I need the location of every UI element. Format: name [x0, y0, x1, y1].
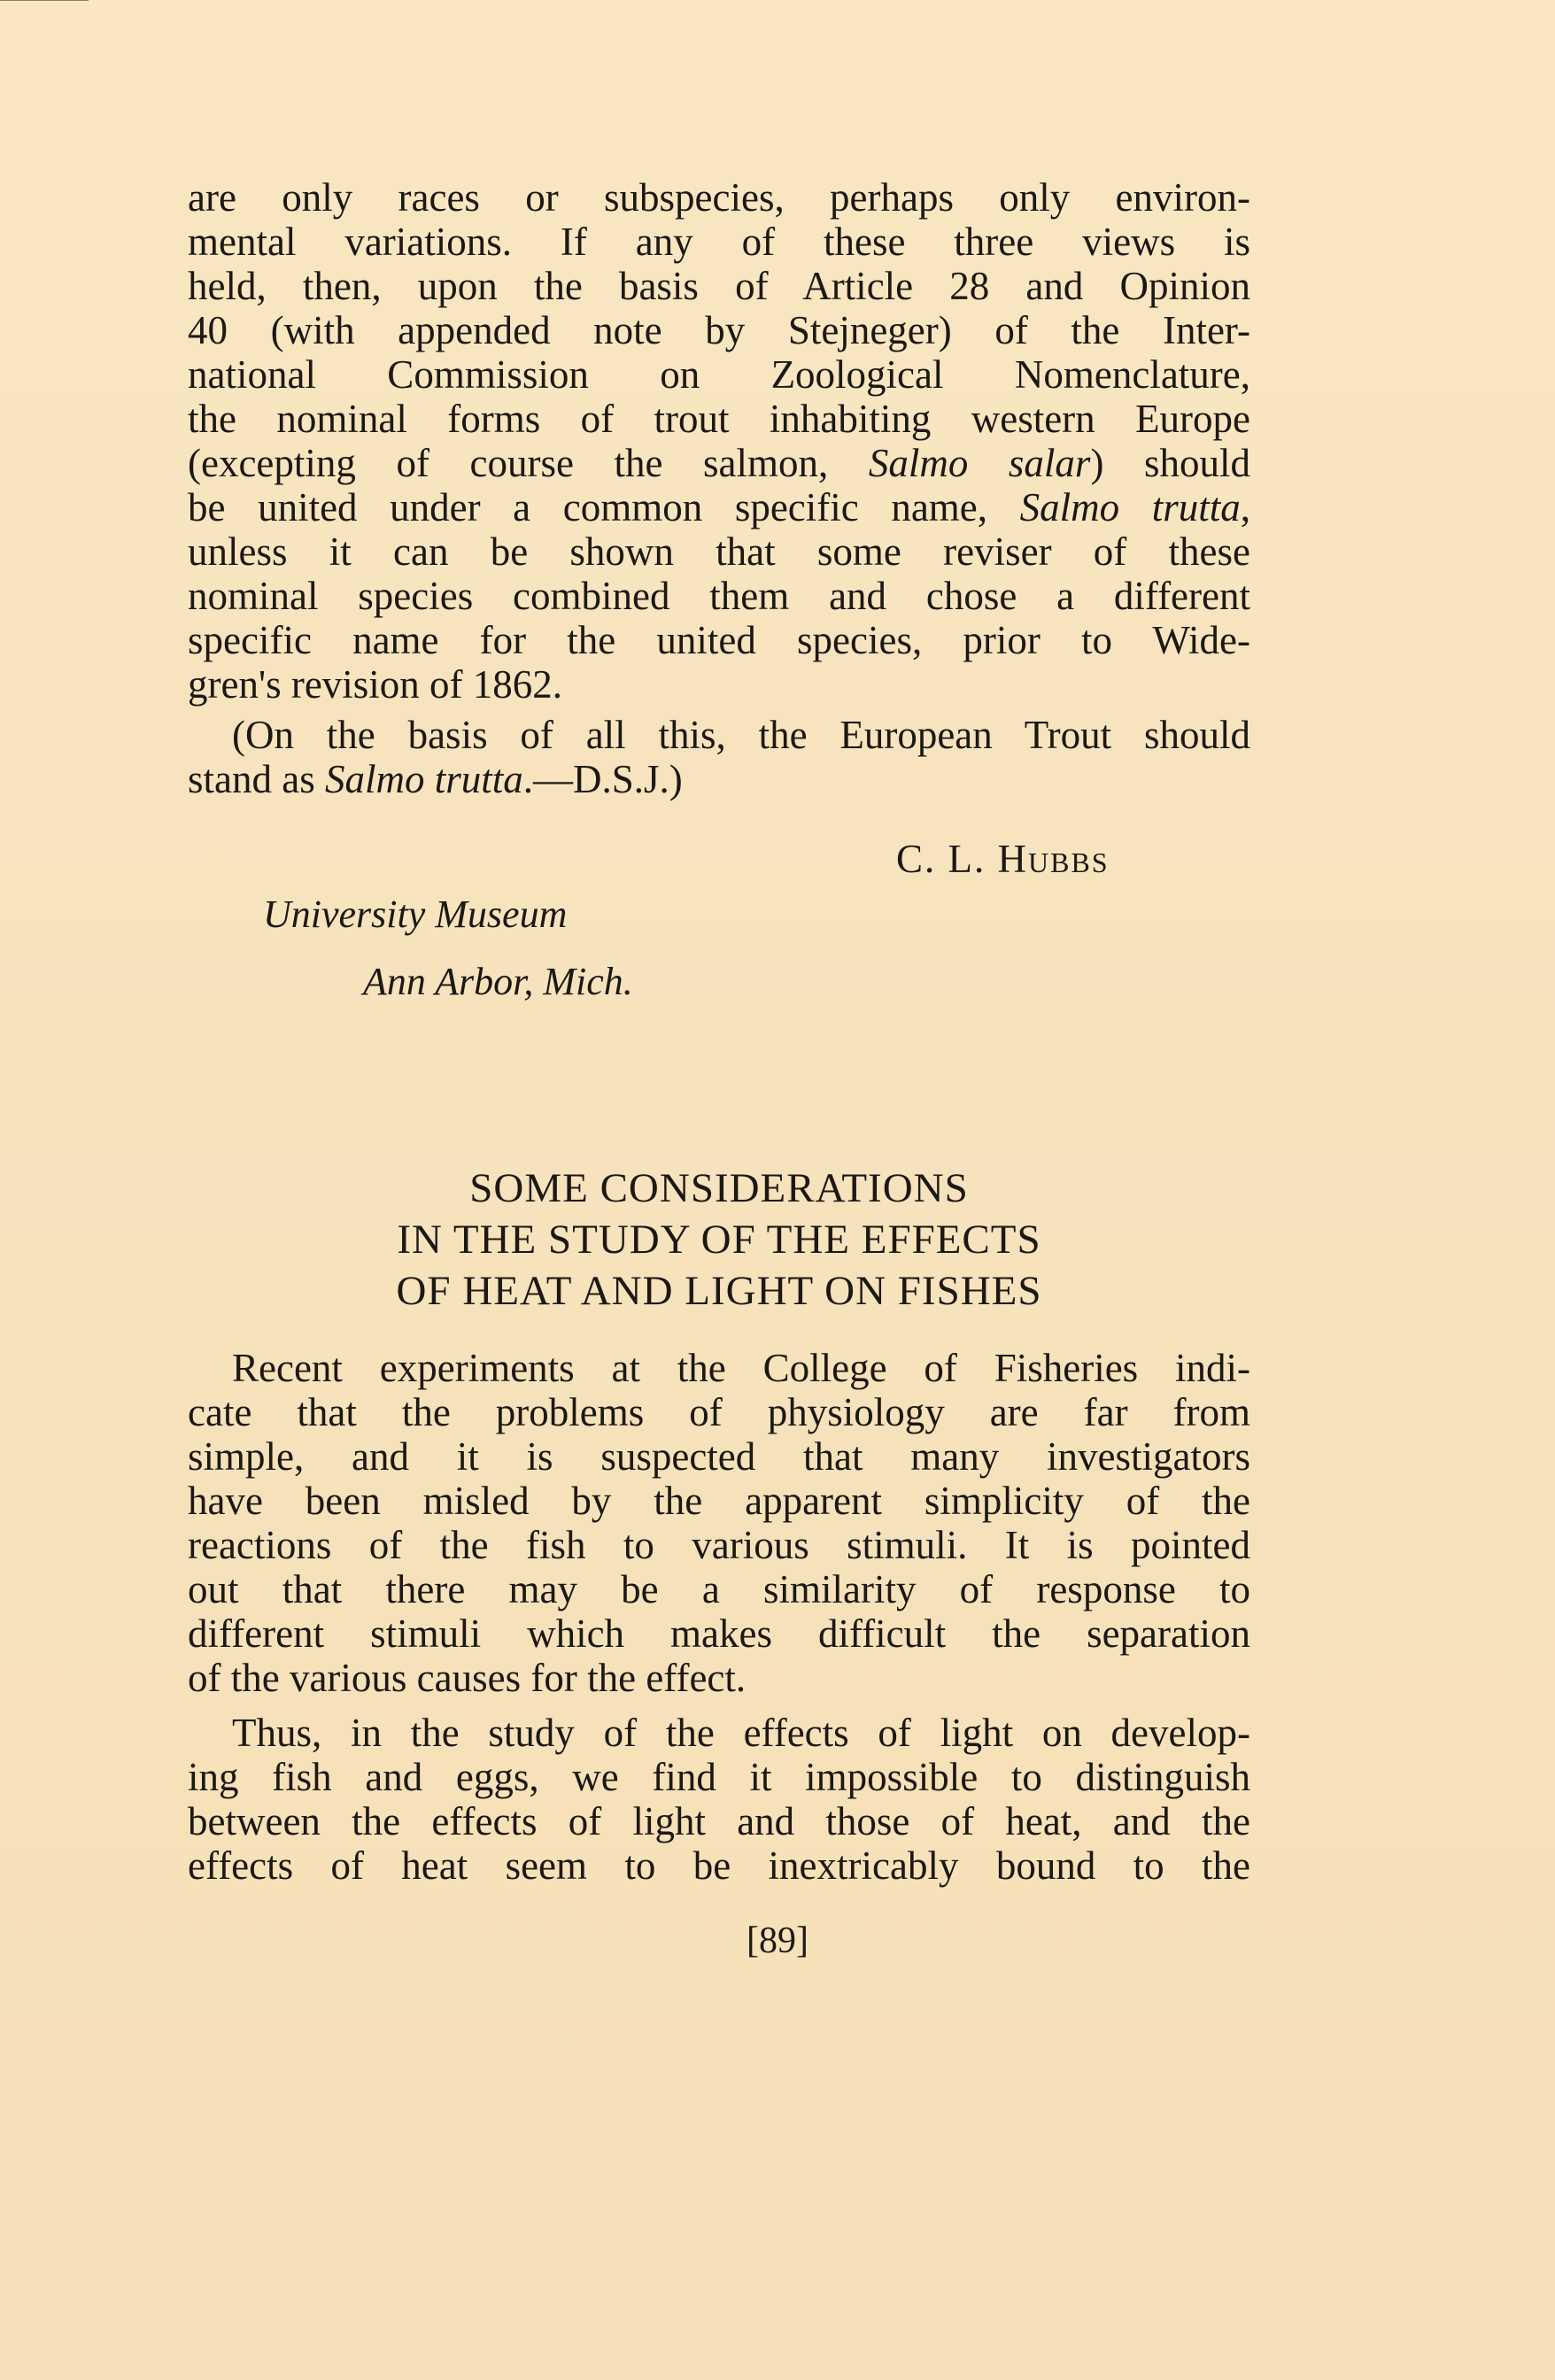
text-line: unless it can be shown that some reviser of these — [188, 529, 1250, 574]
text-line: specific name for the united species, prior to Wide- — [188, 618, 1250, 662]
text-line: between the effects of light and those of heat, and the — [188, 1799, 1250, 1843]
page-number: [89] — [747, 1920, 808, 1961]
text-line: stand as Salmo trutta.—D.S.J.) — [188, 757, 683, 801]
article-title-line: SOME CONSIDERATIONS — [469, 1165, 969, 1211]
author-affiliation-location: Ann Arbor, Mich. — [363, 960, 633, 1003]
article-title-line: IN THE STUDY OF THE EFFECTS — [397, 1217, 1041, 1263]
text-line: effects of heat seem to be inextricably bound to the — [188, 1843, 1250, 1888]
paragraph-editor-note — [188, 713, 1250, 801]
text-line: are only races or subspecies, perhaps only environ- — [188, 175, 1250, 220]
text-line: (excepting of course the salmon, Salmo salar) should — [188, 441, 1251, 485]
article-title — [188, 1163, 1250, 1317]
text-line: have been misled by the apparent simplicity of the — [188, 1479, 1250, 1523]
text-line: gren's revision of 1862. — [188, 662, 563, 707]
paragraph-experiments — [188, 1346, 1250, 1700]
text-line: out that there may be a similarity of response to — [188, 1567, 1250, 1611]
text-line: be united under a common specific name, Salmo trutta, — [188, 485, 1250, 529]
author-signature: C. L. Hubbs — [896, 837, 1110, 881]
text-line: the nominal forms of trout inhabiting western Europe — [188, 397, 1250, 441]
text-line: reactions of the fish to various stimuli. It is pointed — [188, 1523, 1250, 1567]
article-title-line: OF HEAT AND LIGHT ON FISHES — [396, 1268, 1042, 1314]
text-line: (On the basis of all this, the European Trout should — [232, 713, 1250, 757]
text-line: held, then, upon the basis of Article 28 and Opinion — [188, 264, 1250, 308]
text-line: cate that the problems of physiology are far from — [188, 1390, 1250, 1434]
text-line: different stimuli which makes difficult the separation — [188, 1611, 1250, 1656]
text-line: simple, and it is suspected that many investigators — [188, 1434, 1250, 1479]
author-affiliation-institution: University Museum — [263, 892, 568, 936]
text-line: of the various causes for the effect. — [188, 1656, 747, 1700]
text-line: Recent experiments at the College of Fisheries indi- — [232, 1346, 1250, 1390]
text-line: 40 (with appended note by Stejneger) of the Inter- — [188, 308, 1250, 352]
paragraph-taxonomy-note — [188, 175, 1250, 707]
text-line: nominal species combined them and chose a different — [188, 574, 1250, 618]
text-line: mental variations. If any of these three views is — [188, 220, 1250, 264]
paragraph-light-heat — [188, 1711, 1250, 1888]
text-line: ing fish and eggs, we find it impossible to distinguish — [188, 1755, 1250, 1799]
top-edge-rule — [0, 0, 89, 1]
text-line: Thus, in the study of the effects of light on develop- — [232, 1711, 1250, 1755]
text-line: national Commission on Zoological Nomenclature, — [188, 352, 1250, 397]
